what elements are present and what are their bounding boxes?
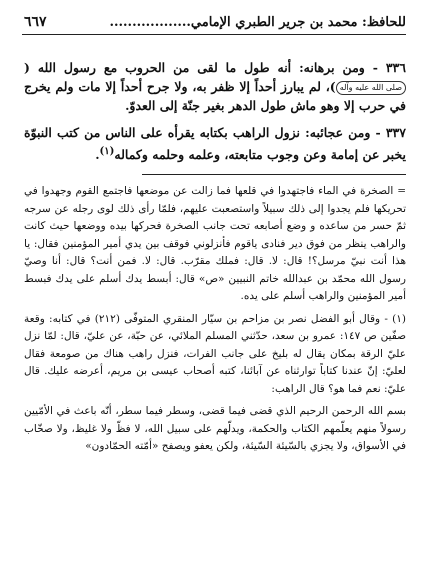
running-title (109, 15, 406, 30)
footnote-marker: (١) (99, 146, 115, 157)
paragraph-text: - ومن برهانه: أنه طول ما لقى من الحروب مع رسول الله ( (24, 60, 386, 75)
footnote-1: (١) - وقال أبو الفضل نصر بن مزاحم بن سيّار المنقري المتوفّى (٢١٢) في كتابه: وقعة صفّين ص ١٤٧: عمرو بن سعد، حدّثني المسلم الملائي، عن حبّة، عن عليّ، قال: لمّا نزل عليّ الرقة بمكان يقال له بليخ على جانب الفرات، فنزل راهب هناك من صومعة فقال لعليّ: إنّ عندنا كتاباً توارثناه عن آبائنا، كتبه أصحاب عيسى بن مريم، أعرضه عليك. قال عليّ: نعم فما هو؟ قال الراهب: (24, 312, 407, 395)
paragraph-end: . (95, 147, 100, 163)
footnote-separator (142, 174, 406, 175)
running-title-text: للحافظ: محمد بن جرير الطبري الإمامي (190, 14, 406, 30)
main-text (24, 58, 406, 172)
footnote-continued: = الصخرة في الماء فاجتهدوا في قلعها فما زالت عن موضعها فاجتمع القوم وجهدوا في تحريكها فلم يجدوا إلى ذلك سبيلاً واستصعبت عليهم، فلمّا رأى ذلك لوى رجله عن سرجه ثمّ حسر من ساعده و وضع أصابعه تحت جانب الصخرة فحركها بيده ووضعها حيث كانت والراهب ينظر من فوق دير فنادى ياقوم فأنزلوني فوقف بين يدي أمير المؤمنين فقال: يا هذا أنت نبيّ مرسل؟! قال: لا. قال: فملك مقرّب. قال: لا. فمن أنت؟ قال: أنا وصيّ رسول الله محمّد بن عبدالله خاتم النبيين «ص» قال: أبسط يدك أسلم على يدك فبسط أمير المؤمنين والراهب أسلم على يده. (24, 185, 406, 302)
leader-dots: .................. (109, 14, 191, 30)
header-rule (22, 34, 406, 35)
paragraph-336 (24, 58, 406, 115)
paragraph-337 (24, 123, 406, 164)
page-number: ٦٦٧ (24, 14, 47, 30)
paragraph-text: - ومن عجائبه: نزول الراهب بكتابه يقرأه على الناس من كتب النبوّة يخبر عن إمامة وعن وجوب متابعته، وعلمه وحلمه وكماله (24, 125, 406, 163)
footnotes (24, 183, 406, 461)
page-header (24, 10, 406, 34)
paragraph-text: )، لم يبارز أحداً إلا ظفر به، ولا جرح أحداً إلا مات ولم يخرج في حرب إلا وهو ماش طول الدهر بغير جنّة إلى العدوّ. (24, 79, 406, 113)
paragraph-number: ٣٣٦ (385, 60, 406, 75)
honorific-symbol: صلى الله عليه وآله (336, 81, 406, 95)
paragraph-number: ٣٣٧ (385, 125, 406, 140)
footnote-quote: بسم الله الرحمن الرحيم الذي قضى فيما قضى، وسطر فيما سطر، أنّه باعث في الأمّيين رسولاً منهم يعلّمهم الكتاب والحكمة، ويدلّهم على سبيل الله، لا فظّ ولا غليظ، ولا صخّاب في الأسواق، ولا يجزي بالسّيئة السّيئة، ولكن يعفو ويصفح «أمّته الحمّادون» (24, 405, 406, 452)
